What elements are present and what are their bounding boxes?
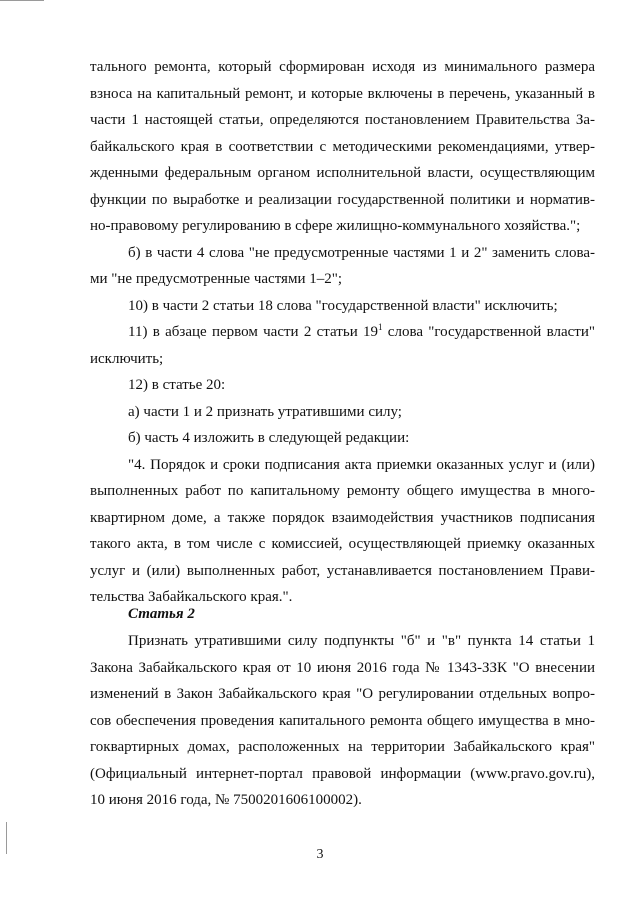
article-heading: Статья 2 [128, 606, 195, 622]
page-number: 3 [316, 847, 324, 862]
text-line: части 1 настоящей статьи, определяются постановлением Правительства За- [90, 112, 595, 128]
text-line: "4. Порядок и сроки подписания акта приемки оказанных услуг и (или) [128, 456, 595, 473]
text-line: сов обеспечения проведения капитального ремонта общего имущества в мно- [90, 712, 595, 729]
text-line: 12) в статье 20: [128, 377, 226, 393]
text-line: ми "не предусмотренные частями 1–2"; [90, 271, 343, 287]
text-line: (Официальный интернет-портал правовой информации (www.pravo.gov.ru), [90, 765, 595, 782]
text-line: байкальского края в соответствии с методическими рекомендациями, утвер- [90, 138, 595, 155]
text-line: жденными федеральным органом исполнительной власти, осуществляющим [90, 165, 595, 181]
text-line [128, 323, 595, 341]
text-line: взноса на капитальный ремонт, и которые включены в перечень, указанный в [90, 85, 595, 102]
text-line: Закона Забайкальского края от 10 июня 2016 года № 1343-ЗЗК "О внесении [90, 659, 595, 676]
text-line: выполненных работ по капитальному ремонту общего имущества в много- [90, 483, 595, 499]
text-line: 10 июня 2016 года, № 7500201606100002). [90, 792, 362, 808]
text-line: б) часть 4 изложить в следующей редакции: [128, 430, 410, 446]
text-line: квартирном доме, а также порядок взаимодействия участников подписания [90, 509, 595, 526]
superscript: 1 [378, 322, 383, 332]
text-line: услуг и (или) выполненных работ, устанавливается постановлением Прави- [90, 562, 595, 579]
text-line: тального ремонта, который сформирован исходя из минимального размера [90, 59, 595, 75]
text-line: б) в части 4 слова "не предусмотренные частями 1 и 2" заменить слова- [128, 244, 595, 261]
text-line: исключить; [90, 350, 164, 367]
text-line: функции по выработке и реализации государственной политики и норматив- [90, 191, 595, 208]
text-segment: слова "государственной власти" [382, 324, 595, 340]
text-line: изменений в Закон Забайкальского края "О регулировании отдельных вопро- [90, 686, 595, 702]
text-line: такого акта, в том числе с комиссией, осуществляющей приемку оказанных [90, 536, 595, 552]
text-line: но-правовому регулированию в сфере жилищно-коммунального хозяйства."; [90, 218, 581, 234]
text-line: гоквартирных домах, расположенных на территории Забайкальского края" [90, 739, 595, 755]
text-line: Признать утратившими силу подпункты "б" и "в" пункта 14 статьи 1 [128, 633, 595, 649]
text-line: тельства Забайкальского края.". [90, 589, 293, 605]
scan-artifact-top [0, 0, 44, 1]
text-line: а) части 1 и 2 признать утратившими силу; [128, 403, 402, 420]
text-line: 10) в части 2 статьи 18 слова "государственной власти" исключить; [128, 297, 558, 314]
text-segment: 11) в абзаце первом части 2 статьи 19 [128, 324, 379, 340]
